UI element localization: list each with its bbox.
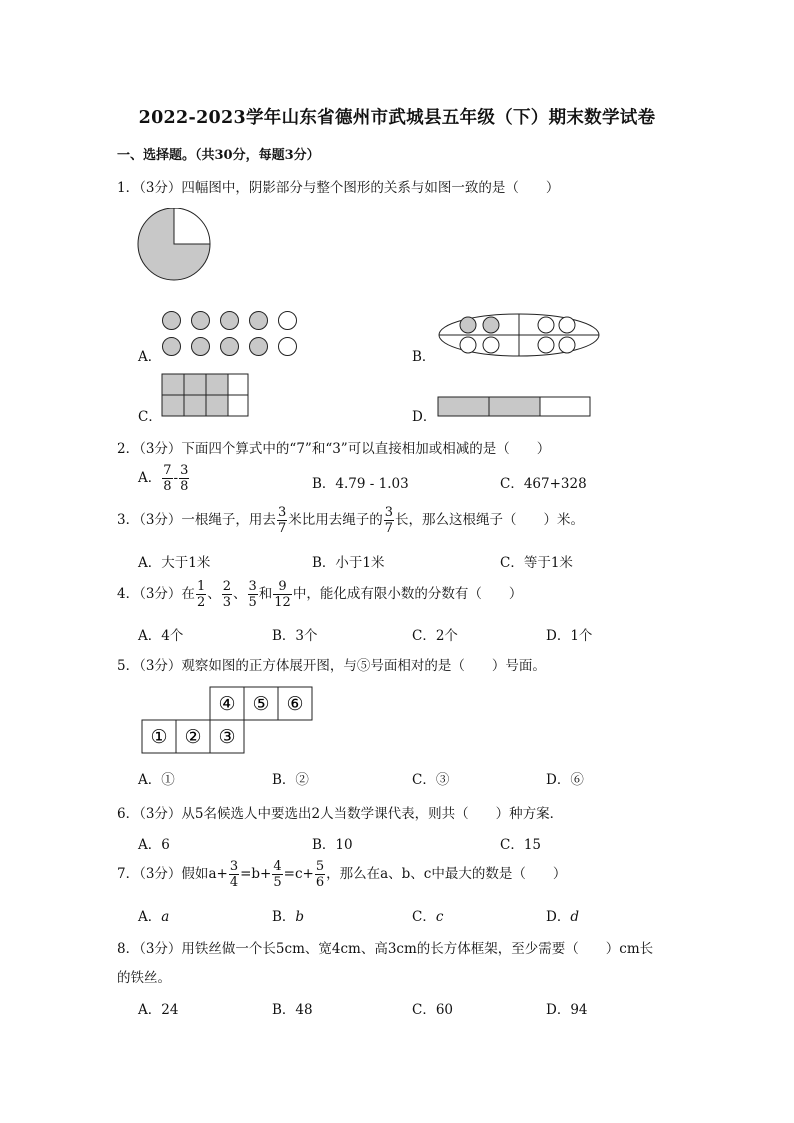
q5-option-c[interactable]: C．③ (412, 772, 450, 788)
section-heading-choice: 一、选择题。（共30分，每题3分） (117, 148, 320, 163)
q4-option-d[interactable]: D．1个 (546, 628, 593, 644)
q3-option-b[interactable]: B．小于1米 (312, 555, 385, 571)
q1-reference-pie (136, 208, 216, 282)
net-cell-5: ⑤ (252, 693, 270, 715)
net-cell-2: ② (184, 726, 202, 748)
q7-option-d[interactable]: D．d (546, 909, 579, 925)
question-5-stem: 5．（3分）观察如图的正方体展开图，与⑤号面相对的是（ ）号面。 (117, 658, 546, 674)
q3-option-a[interactable]: A．大于1米 (138, 555, 211, 571)
question-4-stem: 4．（3分）在 $\frac{1}{2}$ 、 $\frac{2}{3}$ 、 $\frac{3}{5}$ 和 $\frac{9}{12}$ 中，能化成有限小数的分数有（ ） (117, 579, 523, 610)
q8-option-b[interactable]: B．48 (272, 1002, 313, 1018)
q1-option-b-figure (436, 312, 604, 358)
page-title: 2022-2023学年山东省德州市武城县五年级（下）期末数学试卷 (138, 108, 656, 128)
question-6-stem: 6．（3分）从5名候选人中要选出2人当数学课代表，则共（ ）种方案． (117, 806, 564, 822)
question-8-stem-line2: 的铁丝。 (117, 970, 171, 986)
net-cell-4: ④ (218, 693, 236, 715)
q1-option-c[interactable]: C． (138, 409, 162, 425)
q6-option-a[interactable]: A．6 (138, 837, 170, 853)
q8-option-c[interactable]: C．60 (412, 1002, 454, 1018)
q7-option-a[interactable]: A．a (138, 909, 170, 925)
q1-option-a-figure (162, 311, 312, 356)
q3-option-c[interactable]: C．等于1米 (500, 555, 573, 571)
q7-option-c[interactable]: C．c (412, 909, 444, 925)
q1-option-d[interactable]: D． (412, 409, 437, 425)
q4-option-c[interactable]: C．2个 (412, 628, 458, 644)
q1-option-a[interactable]: A． (138, 349, 162, 365)
question-8-stem-line1: 8．（3分）用铁丝做一个长5cm、宽4cm、高3cm的长方体框架，至少需要（ ）cm长 (117, 941, 654, 957)
q7-option-b[interactable]: B．b (272, 909, 305, 925)
q5-option-d[interactable]: D．⑥ (546, 772, 584, 788)
question-1-stem: 1．（3分）四幅图中，阴影部分与整个图形的关系与如图一致的是（ ） (117, 180, 560, 196)
q8-option-d[interactable]: D．94 (546, 1002, 588, 1018)
net-cell-1: ① (150, 726, 168, 748)
q1-option-b[interactable]: B． (412, 349, 436, 365)
question-2-stem: 2．（3分）下面四个算式中的“7”和“3”可以直接相加或相减的是（ ） (117, 441, 551, 457)
question-7-stem: 7．（3分）假如a+ $\frac{3}{4}$ =b+ $\frac{4}{5}$ =c+ $\frac{5}{6}$ ，那么在a、b、c中最大的数是（ ） (117, 859, 567, 890)
q2-option-a[interactable]: A． $\frac{7}{8}$ - $\frac{3}{8}$ (138, 463, 189, 494)
q5-option-a[interactable]: A．① (138, 772, 175, 788)
net-cell-6: ⑥ (286, 693, 304, 715)
q6-option-b[interactable]: B．10 (312, 837, 353, 853)
q2-option-b[interactable]: B．4.79 - 1.03 (312, 476, 409, 492)
q4-option-a[interactable]: A．4个 (138, 628, 184, 644)
q6-option-c[interactable]: C．15 (500, 837, 542, 853)
q1-option-c-figure (160, 372, 252, 418)
q4-option-b[interactable]: B．3个 (272, 628, 318, 644)
net-cell-3: ③ (218, 726, 236, 748)
q1-pie-unshaded (174, 208, 210, 244)
q5-cube-net (140, 686, 316, 756)
q1-option-d-figure (436, 395, 594, 419)
q8-option-a[interactable]: A．24 (138, 1002, 179, 1018)
q2-option-c[interactable]: C．467+328 (500, 476, 587, 492)
question-3-stem: 3．（3分）一根绳子，用去 $\frac{3}{7}$ 米比用去绳子的 $\frac{3}{7}$ 长，那么这根绳子（ ）米。 (117, 505, 584, 536)
q5-option-b[interactable]: B．② (272, 772, 309, 788)
